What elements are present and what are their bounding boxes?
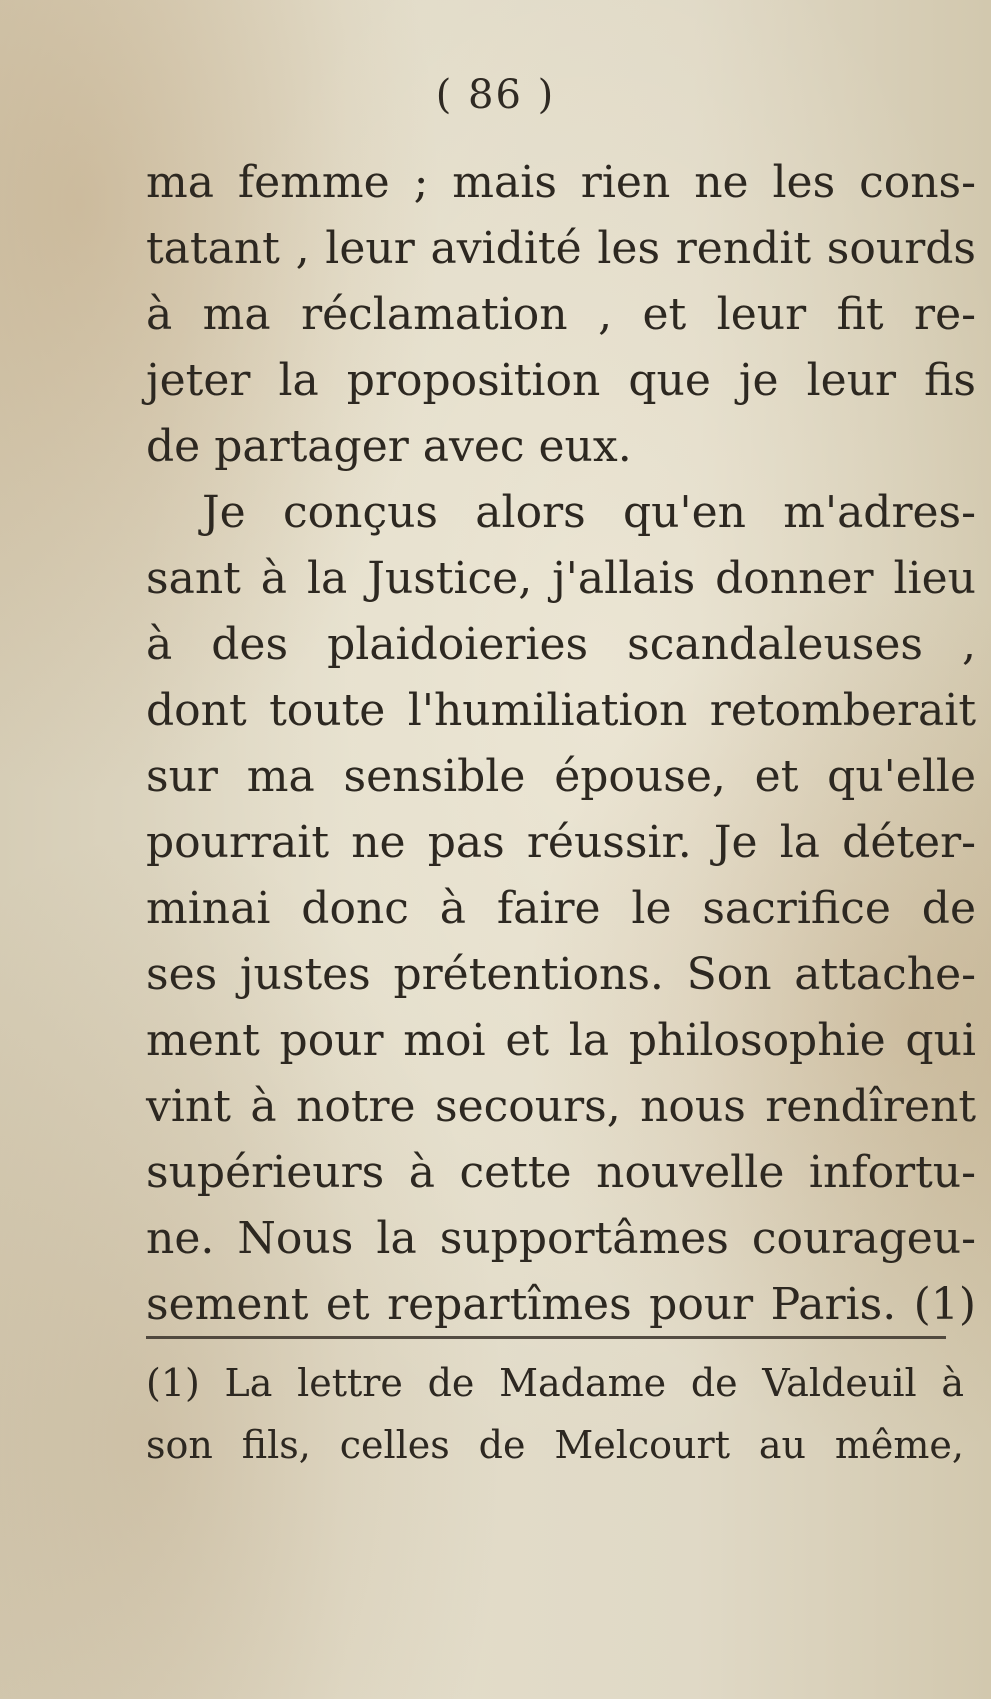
text-line: vint à notre secours, nous rendîrent	[146, 1081, 976, 1132]
text-line: jeter la proposition que je leur fis	[146, 355, 976, 406]
text-line: supérieurs à cette nouvelle infortu-	[146, 1147, 976, 1198]
text-line: ses justes prétentions. Son attache-	[146, 949, 976, 1000]
footnote	[146, 1352, 964, 1476]
text-line: sur ma sensible épouse, et qu'elle	[146, 751, 976, 802]
page-number: ( 86 )	[435, 72, 556, 118]
footnote-line: son fils, celles de Melcourt au même,	[146, 1423, 964, 1467]
text-line: Je conçus alors qu'en m'adres-	[202, 487, 976, 538]
text-line: de partager avec eux.	[146, 421, 632, 472]
body-text	[146, 150, 976, 1338]
text-line: ma femme ; mais rien ne les cons-	[146, 157, 976, 208]
text-line: ment pour moi et la philosophie qui	[146, 1015, 976, 1066]
text-line: pourrait ne pas réussir. Je la déter-	[146, 817, 976, 868]
text-line: sant à la Justice, j'allais donner lieu	[146, 553, 976, 604]
text-line: à ma réclamation , et leur fit re-	[146, 289, 976, 340]
text-line: sement et repartîmes pour Paris. (1)	[146, 1279, 976, 1330]
footnote-rule	[146, 1336, 946, 1339]
text-line: minai donc à faire le sacrifice de	[146, 883, 976, 934]
text-line: ne. Nous la supportâmes courageu-	[146, 1213, 976, 1264]
footnote-line: (1) La lettre de Madame de Valdeuil à	[146, 1361, 964, 1405]
text-line: tatant , leur avidité les rendit sourds	[146, 223, 976, 274]
text-line: dont toute l'humiliation retomberait	[146, 685, 976, 736]
text-line: à des plaidoieries scandaleuses ,	[146, 619, 976, 670]
